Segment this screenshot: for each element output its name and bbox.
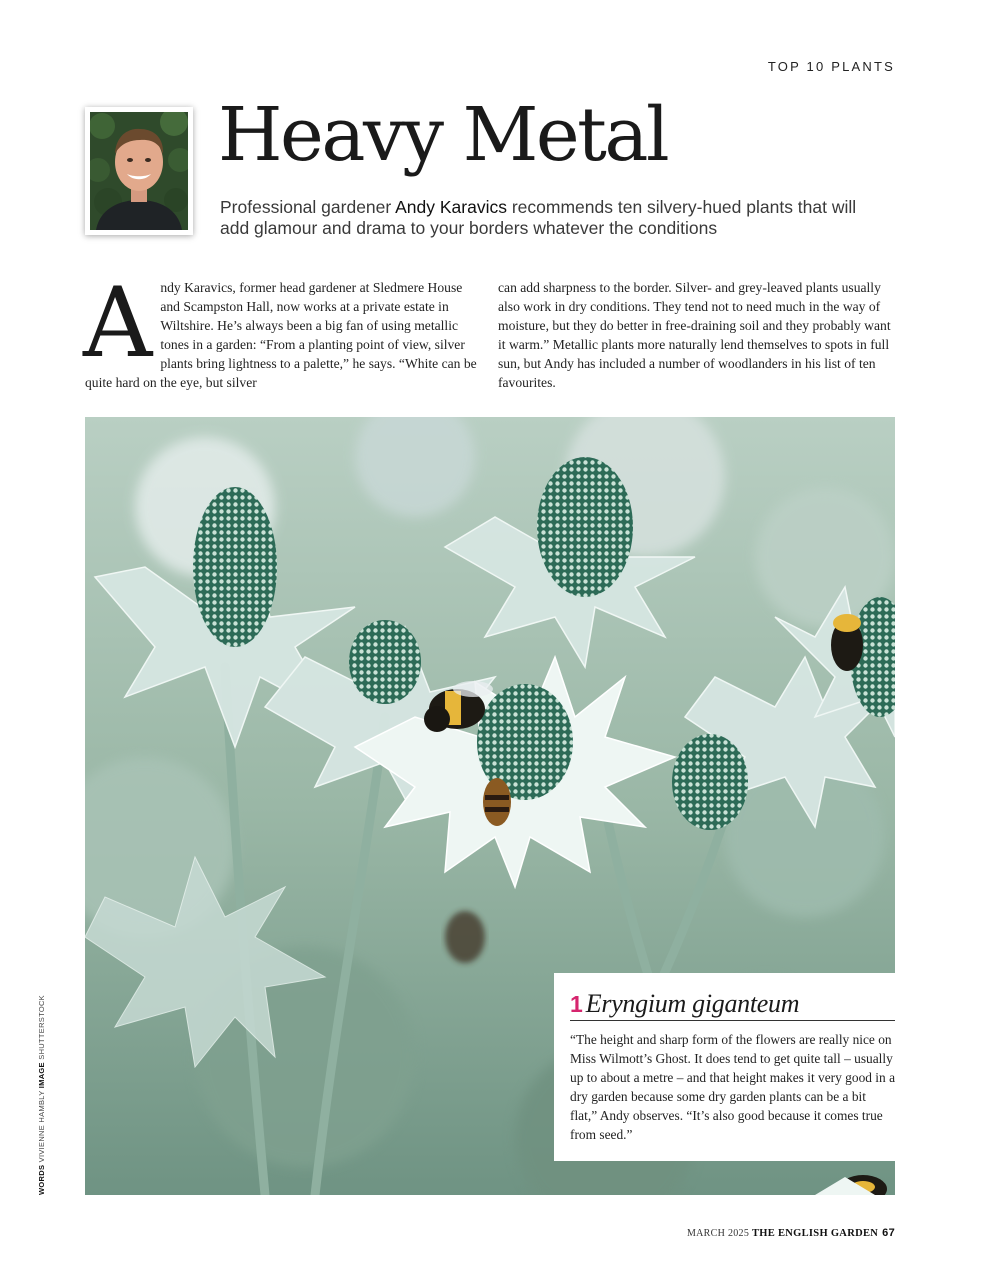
author-portrait	[85, 107, 193, 235]
credit-words-label: WORDS	[37, 1164, 46, 1195]
credit-words-name: VIVIENNE HAMBLY	[37, 1090, 46, 1163]
issue-date: MARCH 2025	[686, 1228, 750, 1239]
magazine-name: THE ENGLISH GARDEN	[751, 1228, 879, 1239]
article-title: Heavy Metal	[218, 92, 668, 178]
body-column-left	[83, 267, 477, 392]
credit-image-name: SHUTTERSTOCK	[37, 995, 46, 1060]
standfirst-intro: Professional gardener	[220, 197, 396, 217]
plant-caption-box	[554, 973, 895, 1161]
credit-image-label: IMAGE	[37, 1062, 46, 1089]
section-label: TOP 10 PLANTS	[767, 59, 895, 74]
plant-heading	[570, 987, 895, 1021]
author-name: Andy Karavics	[395, 197, 507, 217]
plant-description: “The height and sharp form of the flowers are really nice on Miss Wilmott’s Ghost. It does tend to get quite tall – usually up to about a metre – and that height makes it very good in a dry garden because some dry garden plants can be a bit flat,” Andy observes. “It’s also good because it comes true from seed.”	[570, 1032, 896, 1142]
portrait-photo	[90, 112, 188, 230]
page-footer	[687, 1227, 895, 1239]
standfirst	[220, 197, 880, 239]
plant-number: 1	[570, 991, 583, 1017]
page-number: 67	[882, 1227, 895, 1239]
drop-cap: A	[83, 267, 153, 379]
body-column-right	[498, 278, 895, 392]
body-text-right: can add sharpness to the border. Silver- and grey-leaved plants usually also work in dry conditions. They tend not to need much in the way of moisture, but they do better in free-draining soil and they probably want it warm.” Metallic plants more naturally lend themselves to spots in full sun, but Andy has included a number of woodlanders in his list of ten favourites.	[498, 280, 891, 390]
photo-credit	[37, 995, 46, 1195]
body-text-left: ndy Karavics, former head gardener at Sledmere House and Scampston Hall, now works at a private estate in Wiltshire. He’s always been a big fan of using metallic tones in a garden: “From a planting point of view, silver plants bring lightness to a palette,” he says. “White can be quite hard on the eye, but silver	[85, 280, 477, 390]
plant-name: Eryngium giganteum	[585, 989, 800, 1018]
standfirst-rest: recommends ten silvery-hued plants that will add glamour and drama to your borders whatever the conditions	[220, 197, 857, 238]
